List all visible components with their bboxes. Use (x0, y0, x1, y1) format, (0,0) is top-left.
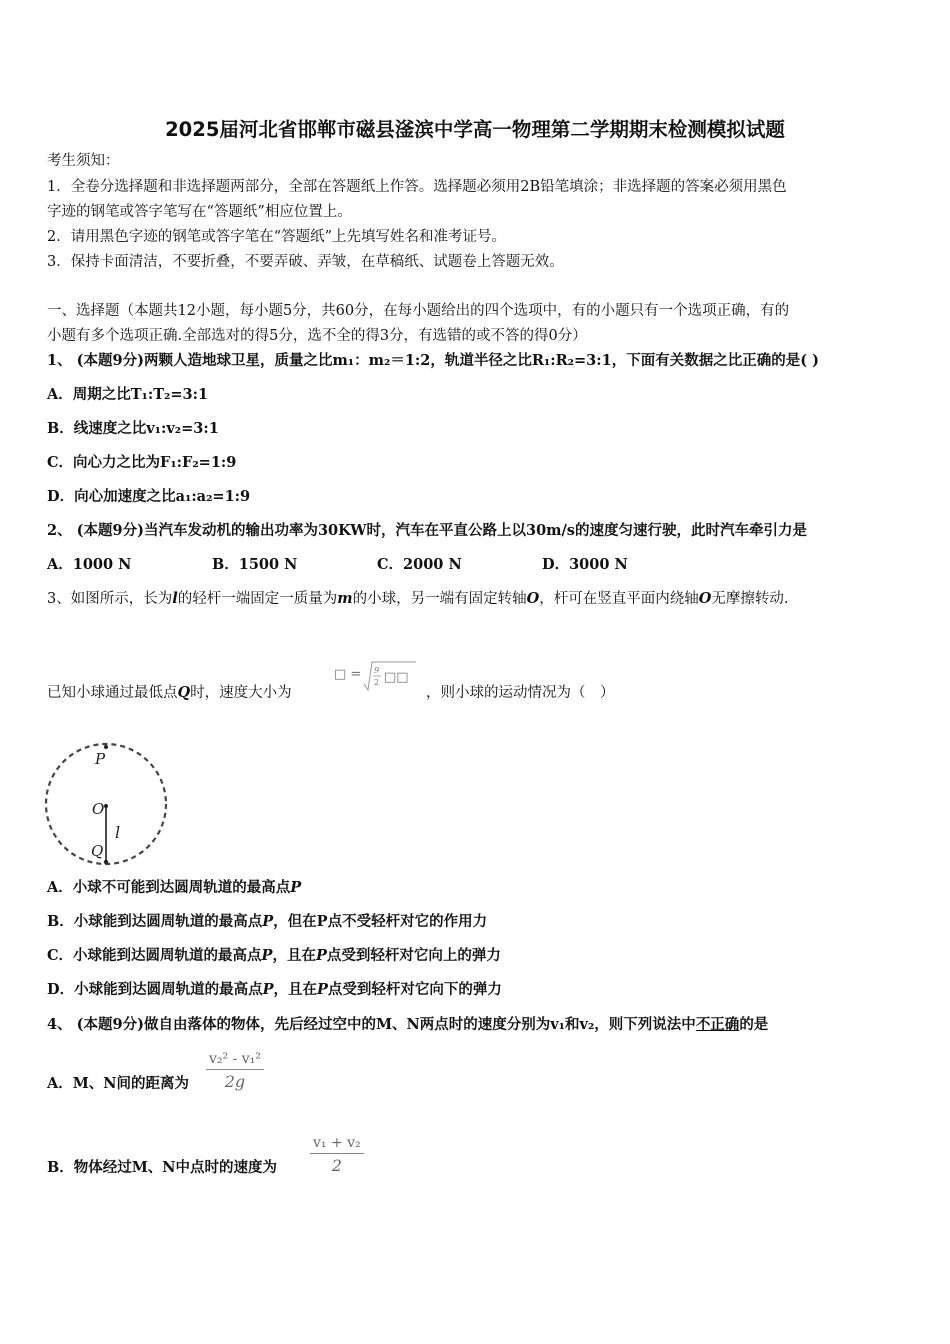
q2-option-c[interactable]: C．2000 N (377, 556, 462, 573)
q4-stem: 4、 (本题9分)做自由落体的物体，先后经过空中的M、N两点时的速度分别为v₁和v₂，则下列说法中不正确的是 (47, 1016, 769, 1033)
label-o: O (92, 800, 105, 818)
fraction-numerator: v₁ + v₂ (310, 1135, 364, 1154)
var-l: l (172, 590, 178, 607)
notice-heading: 考生须知： (47, 153, 120, 169)
q2-stem: 2、 (本题9分)当汽车发动机的输出功率为30KW时，汽车在平直公路上以30m/s的速度匀速行驶，此时汽车牵引力是 (47, 522, 807, 539)
q3-option-d[interactable]: D．小球能到达圆周轨道的最高点P，且在P点受到轻杆对它向下的弹力 (47, 981, 502, 998)
q1-option-d[interactable]: D．向心加速度之比a₁:a₂=1:9 (47, 488, 251, 505)
q2-option-a[interactable]: A．1000 N (47, 556, 132, 573)
formula-den: 2 (374, 678, 380, 687)
q3-stem-line2-tail: ，则小球的运动情况为（ ） (426, 685, 615, 701)
formula-num: 9 (374, 666, 380, 675)
q3-option-b[interactable]: B．小球能到达圆周轨道的最高点P，但在P点不受轻杆对它的作用力 (47, 913, 488, 930)
label-q: Q (91, 842, 104, 860)
label-l: l (115, 823, 121, 842)
label-p: P (95, 750, 106, 768)
var-o: O (526, 590, 540, 607)
q2-option-d[interactable]: D．3000 N (542, 556, 628, 573)
formula-lhs: □ = (334, 667, 362, 682)
notice-item: 字迹的钢笔或答字笔写在“答题纸”相应位置上。 (47, 204, 352, 220)
notice-item: 1．全卷分选择题和非选择题两部分，全部在答题纸上作答。选择题必须用2B铅笔填涂；非选择题的答案必须用黑色 (47, 179, 787, 195)
fraction-numerator: v₂² - v₁² (206, 1051, 264, 1070)
section-heading: 一、选择题（本题共12小题，每小题5分，共60分，在每小题给出的四个选项中，有的小题只有一个选项正确，有的 (47, 303, 790, 319)
q3-option-c[interactable]: C．小球能到达圆周轨道的最高点P，且在P点受到轻杆对它向上的弹力 (47, 947, 501, 964)
q2-option-b[interactable]: B．1500 N (212, 556, 298, 573)
q3-stem-line2: 已知小球通过最低点Q时，速度大小为 (47, 684, 292, 701)
var-o: O (698, 590, 712, 607)
formula-tail: □□ (384, 670, 409, 685)
q4-option-b[interactable]: B．物体经过M、N中点时的速度为 (47, 1159, 278, 1176)
q1-option-a[interactable]: A．周期之比T₁:T₂=3:1 (47, 386, 209, 403)
fraction-denominator: 2g (224, 1072, 246, 1091)
fraction-denominator: 2 (331, 1156, 342, 1175)
distance-formula (206, 1051, 264, 1091)
q1-option-c[interactable]: C．向心力之比为F₁:F₂=1:9 (47, 454, 237, 471)
var-m: m (337, 590, 353, 607)
q1-stem: 1、 (本题9分)两颗人造地球卫星，质量之比m₁：m₂＝1:2，轨道半径之比R₁:R₂=3:1，下面有关数据之比正确的是( ) (47, 352, 819, 369)
q4-option-a[interactable]: A．M、N间的距离为 (47, 1075, 190, 1092)
page-title: 2025届河北省邯郸市磁县滏滨中学高一物理第二学期期末检测模拟试题 (165, 118, 785, 141)
midpoint-velocity-formula (310, 1135, 364, 1175)
q3-option-a[interactable]: A．小球不可能到达圆周轨道的最高点P (47, 879, 302, 896)
notice-item: 2．请用黑色字迹的钢笔或答字笔在“答题纸”上先填写姓名和准考证号。 (47, 229, 507, 245)
q1-option-b[interactable]: B．线速度之比v₁:v₂=3:1 (47, 420, 219, 437)
velocity-formula (334, 658, 418, 698)
section-heading-cont: 小题有多个选项正确.全部选对的得5分，选不全的得3分，有选错的或不答的得0分） (47, 328, 587, 344)
var-q: Q (177, 684, 191, 701)
q3-stem: 3、如图所示，长为l的轻杆一端固定一质量为m的小球，另一端有固定转轴O，杆可在竖直平面内绕轴O无摩擦转动. (47, 590, 789, 607)
circle-figure (40, 740, 172, 868)
notice-item: 3．保持卡面清洁，不要折叠，不要弄破、弄皱，在草稿纸、试题卷上答题无效。 (47, 254, 564, 270)
